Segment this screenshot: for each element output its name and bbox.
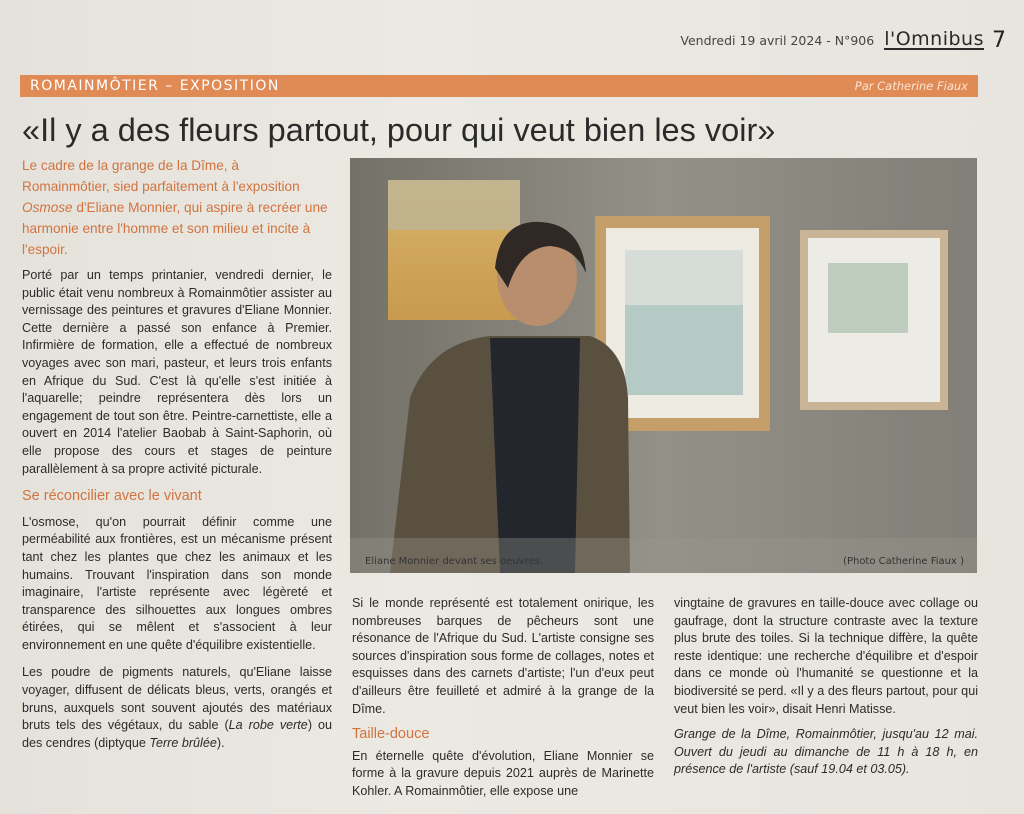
photo-caption: Eliane Monnier devant ses oeuvres. xyxy=(365,556,544,567)
section-banner xyxy=(20,75,978,97)
body-paragraph xyxy=(22,664,332,752)
byline: Par Catherine Fiaux xyxy=(854,79,968,93)
text-run: ). xyxy=(216,735,225,750)
body-paragraph: Porté par un temps printanier, vendredi dernier, le public était venu nombreux à Romainmôtier assister au vernissage des peintures et gravures d'Eliane Monnier. Cette dernière a passé son enfance à Premier. Infirmière de formation, elle a effectué de nombreux voyages avec son mari, pasteur, et leurs trois enfants en Afrique du Sud. C'est là qu'elle s'est initiée à l'aquarelle; peindre représentera dès lors un engagement de tout son être. Peintre-carnettiste, elle a ouvert en 2014 l'atelier Baobab à Saint-Saphorin, où elle propose des cours et stages de peinture parallèlement à sa propre activité picturale. xyxy=(22,268,332,476)
lead-italic: Osmose xyxy=(22,200,73,215)
text-run: ) ou des cendres (diptyque xyxy=(22,718,332,750)
text-run: Les poudre de pigments naturels, qu'Eliane laisse voyager, diffusent de délicats bleus, verts, orangés et bruns, auxquels sont souvent ajoutés des matériaux bruts tels des végétaux, du sable ( xyxy=(22,665,332,733)
column-3 xyxy=(674,595,978,787)
headline: «Il y a des fleurs partout, pour qui veut bien les voir» xyxy=(22,112,776,148)
column-1 xyxy=(22,267,332,762)
italic-title: Terre brûlée xyxy=(149,735,217,750)
lead-paragraph xyxy=(22,155,328,260)
subheading: Taille-douce xyxy=(352,726,430,743)
column-2 xyxy=(352,595,654,809)
masthead xyxy=(680,30,984,50)
section-label: ROMAINMÔTIER – EXPOSITION xyxy=(30,78,280,94)
photo-credit: (Photo Catherine Fiaux ) xyxy=(843,556,964,567)
exhibition-info: Grange de la Dîme, Romainmôtier, jusqu'au 12 mai. Ouvert du jeudi au dimanche de 11 h à 18 h, en présence de l'artiste (sauf 19.04 et 03.05). xyxy=(674,727,978,777)
body-paragraph: vingtaine de gravures en taille-douce avec collage ou gaufrage, dont la structure contraste avec la texture plus brute des toiles. Si la technique diffère, la quête reste identique: une recherche d'équilibre et d'espoir dans ce monde où l'humanité se questionne et la biodiversité se perd. «Il y a des fleurs partout, pour qui veut bien les voir», disait Henri Matisse. xyxy=(674,596,978,716)
lead-text-2: d'Eliane Monnier, qui aspire à recréer une harmonie entre l'homme et son milieu et incite à l'espoir. xyxy=(22,200,328,257)
photo-illustration xyxy=(350,158,977,573)
body-paragraph: Si le monde représenté est totalement onirique, les nombreuses barques de pêcheurs sont une résonance de l'Afrique du Sud. L'artiste consigne ses sources d'inspiration sous forme de collages, notes et esquisses dans des carnets d'artiste; l'un d'eux peut d'ailleurs être feuilleté et admiré à la grange de la Dîme. xyxy=(352,596,654,716)
lead-text-1: Le cadre de la grange de la Dîme, à Romainmôtier, sied parfaitement à l'exposition xyxy=(22,158,300,194)
article-photo xyxy=(350,158,977,573)
newspaper-logo: l'Omnibus xyxy=(884,28,984,50)
body-paragraph: L'osmose, qu'on pourrait définir comme une perméabilité aux frontières, est un mécanisme présent tant chez les plantes que chez les animaux et les humains. Trouvant l'inspiration dans son monde imaginaire, l'artiste représente avec légèreté et transparence des silhouettes aux longues ombres étirées, qui se mêlent et s'associent à leur environnement en une quête d'équilibre existentielle. xyxy=(22,514,332,652)
page-number: 7 xyxy=(992,28,1006,53)
italic-title: La robe verte xyxy=(228,718,308,733)
subheading: Se réconcilier avec le vivant xyxy=(22,488,202,505)
body-paragraph: En éternelle quête d'évolution, Eliane Monnier se forme à la gravure depuis 2021 auprès de Marinette Kohler. A Romainmôtier, elle expose une xyxy=(352,748,654,798)
issue-date: Vendredi 19 avril 2024 - N°906 xyxy=(680,33,875,48)
